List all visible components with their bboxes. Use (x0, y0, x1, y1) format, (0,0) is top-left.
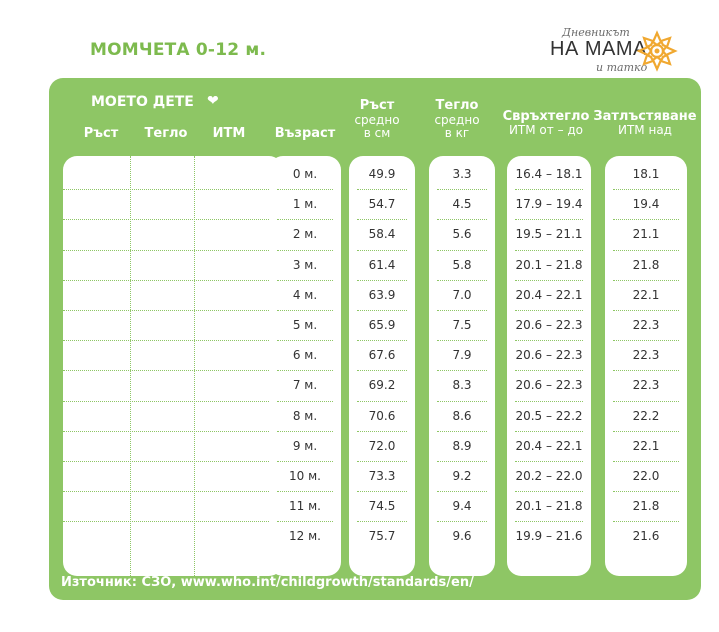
input-row-divider (63, 521, 283, 522)
row-divider (437, 310, 487, 311)
overweight-cell: 20.6 – 22.3 (515, 318, 583, 332)
weight-cell: 7.5 (452, 318, 472, 332)
overweight-cell: 20.6 – 22.3 (515, 348, 583, 363)
row-divider (277, 310, 333, 311)
weight-cell: 8.9 (452, 438, 472, 453)
logo-line-3: и татко (596, 61, 648, 74)
row-divider (613, 431, 679, 432)
row-divider (613, 401, 679, 402)
input-row-divider (63, 310, 283, 311)
row-divider (437, 431, 487, 432)
input-row-divider (63, 219, 283, 220)
row-divider (277, 250, 333, 251)
growth-table-panel (49, 78, 701, 600)
weight-cell: 9.6 (452, 529, 472, 544)
row-divider (357, 431, 407, 432)
input-row-divider (63, 189, 283, 190)
weight-cell: 9.4 (452, 499, 472, 514)
row-divider (277, 370, 333, 371)
row-divider (437, 401, 487, 402)
row-divider (613, 370, 679, 371)
row-divider (437, 189, 487, 190)
height-cell: 63.9 (368, 287, 396, 302)
row-divider (515, 280, 583, 281)
weight-cell: 7.9 (452, 348, 472, 363)
input-row-divider (63, 250, 283, 251)
age-cell: 4 м. (292, 287, 318, 302)
height-cell: 74.5 (368, 499, 396, 514)
row-divider (357, 340, 407, 341)
row-divider (613, 491, 679, 492)
logo-line-1: Дневникът (562, 26, 630, 39)
input-row-divider (63, 370, 283, 371)
row-divider (357, 219, 407, 220)
row-divider (437, 280, 487, 281)
row-divider (437, 370, 487, 371)
overweight-cell: 20.1 – 21.8 (515, 257, 583, 272)
age-cell: 3 м. (292, 257, 318, 272)
obesity-cell: 22.1 (632, 438, 660, 453)
row-divider (515, 491, 583, 492)
row-divider (277, 340, 333, 341)
age-cell: 5 м. (292, 318, 318, 332)
row-divider (515, 431, 583, 432)
input-row-divider (63, 461, 283, 462)
source-note: Източник: СЗО, www.who.int/childgrowth/standards/en/ (61, 575, 474, 590)
row-divider (357, 461, 407, 462)
row-divider (357, 310, 407, 311)
height-cell: 69.2 (368, 378, 396, 393)
row-divider (437, 219, 487, 220)
header-overweight-title: Свръхтегло (502, 109, 590, 124)
height-cell: 58.4 (368, 227, 396, 242)
header-weight-sub1: средно (434, 113, 480, 127)
obesity-cell: 21.6 (632, 529, 660, 544)
height-cell: 61.4 (368, 257, 396, 272)
height-cell: 72.0 (368, 438, 396, 453)
row-divider (515, 219, 583, 220)
age-cell: 2 м. (292, 227, 318, 242)
overweight-cell: 20.2 – 22.0 (515, 469, 583, 483)
row-divider (613, 461, 679, 462)
header-obesity-title: Затлъстяване (593, 109, 697, 124)
overweight-cell: 20.4 – 22.1 (515, 438, 583, 453)
my-child-label: МОЕТО ДЕТЕ (91, 94, 194, 110)
input-row-divider (63, 401, 283, 402)
my-child-col-weight: Тегло (144, 126, 188, 141)
row-divider (613, 189, 679, 190)
lotus-flower-icon (636, 30, 678, 72)
row-divider (613, 280, 679, 281)
row-divider (437, 491, 487, 492)
row-divider (357, 401, 407, 402)
weight-cell: 5.6 (452, 227, 472, 242)
my-child-col-bmi: ИТМ (212, 126, 246, 141)
row-divider (277, 280, 333, 281)
age-cell: 12 м. (289, 529, 321, 544)
height-cell: 70.6 (368, 408, 396, 423)
age-cell: 10 м. (289, 469, 321, 483)
row-divider (437, 340, 487, 341)
row-divider (515, 340, 583, 341)
row-divider (613, 521, 679, 522)
row-divider (357, 370, 407, 371)
header-weight-title: Тегло (435, 98, 479, 113)
page-title: МОМЧЕТА 0-12 м. (90, 40, 267, 60)
weight-cell: 3.3 (452, 167, 472, 181)
row-divider (277, 219, 333, 220)
overweight-cell: 20.6 – 22.3 (515, 378, 583, 393)
obesity-cell: 22.0 (632, 469, 660, 483)
weight-cell: 8.6 (452, 408, 472, 423)
age-cell: 6 м. (292, 348, 318, 363)
overweight-cell: 20.1 – 21.8 (515, 499, 583, 514)
header-height-title: Ръст (359, 98, 395, 113)
input-row-divider (63, 280, 283, 281)
height-cell: 49.9 (368, 167, 396, 181)
heart-icon: ❤ (207, 93, 219, 109)
weight-cell: 9.2 (452, 469, 472, 483)
weight-cell: 7.0 (452, 287, 472, 302)
age-column (269, 156, 341, 576)
overweight-cell: 19.5 – 21.1 (515, 227, 583, 242)
row-divider (515, 370, 583, 371)
obesity-cell: 19.4 (632, 197, 660, 212)
obesity-cell: 22.2 (632, 408, 660, 423)
obesity-cell: 22.3 (632, 348, 660, 363)
my-child-col-height: Ръст (83, 126, 119, 141)
row-divider (277, 431, 333, 432)
row-divider (277, 461, 333, 462)
row-divider (515, 461, 583, 462)
input-row-divider (63, 491, 283, 492)
obesity-cell: 21.1 (632, 227, 660, 242)
row-divider (437, 521, 487, 522)
age-cell: 8 м. (292, 408, 318, 423)
row-divider (357, 280, 407, 281)
input-row-divider (63, 340, 283, 341)
row-divider (613, 250, 679, 251)
age-cell: 7 м. (292, 378, 318, 393)
age-cell: 0 м. (292, 167, 318, 181)
obesity-cell: 18.1 (632, 167, 660, 181)
obesity-cell: 21.8 (632, 257, 660, 272)
header-weight-sub2: в кг (444, 126, 470, 140)
header-age: Възраст (274, 126, 336, 141)
overweight-cell: 20.4 – 22.1 (515, 287, 583, 302)
row-divider (357, 521, 407, 522)
obesity-column (605, 156, 687, 576)
row-divider (613, 340, 679, 341)
row-divider (277, 401, 333, 402)
height-cell: 65.9 (368, 318, 396, 332)
height-cell: 75.7 (368, 529, 396, 544)
row-divider (515, 521, 583, 522)
age-cell: 1 м. (292, 197, 318, 212)
row-divider (277, 521, 333, 522)
logo-line-2: НА МАМА (550, 38, 647, 60)
overweight-cell: 19.9 – 21.6 (515, 529, 583, 544)
obesity-cell: 21.8 (632, 499, 660, 514)
row-divider (437, 250, 487, 251)
overweight-cell: 16.4 – 18.1 (515, 167, 583, 181)
overweight-cell: 20.5 – 22.2 (515, 408, 583, 423)
header-height-sub1: средно (354, 113, 400, 127)
height-column (349, 156, 415, 576)
header-obesity-sub: ИТМ над (618, 123, 672, 137)
row-divider (613, 219, 679, 220)
obesity-cell: 22.3 (632, 318, 660, 332)
row-divider (277, 189, 333, 190)
my-child-input-area[interactable] (63, 156, 283, 576)
age-cell: 11 м. (289, 499, 321, 514)
weight-cell: 5.8 (452, 257, 472, 272)
weight-cell: 8.3 (452, 378, 472, 393)
age-cell: 9 м. (292, 438, 318, 453)
height-cell: 67.6 (368, 348, 396, 363)
weight-column (429, 156, 495, 576)
overweight-cell: 17.9 – 19.4 (515, 197, 583, 212)
height-cell: 73.3 (368, 469, 396, 483)
header-height-sub2: в см (363, 126, 391, 140)
row-divider (277, 491, 333, 492)
weight-cell: 4.5 (452, 197, 472, 212)
row-divider (515, 250, 583, 251)
row-divider (437, 461, 487, 462)
header-overweight-sub: ИТМ от – до (508, 123, 584, 137)
row-divider (613, 310, 679, 311)
row-divider (515, 401, 583, 402)
row-divider (515, 189, 583, 190)
obesity-cell: 22.3 (632, 378, 660, 393)
obesity-cell: 22.1 (632, 287, 660, 302)
row-divider (357, 189, 407, 190)
input-row-divider (63, 431, 283, 432)
row-divider (357, 250, 407, 251)
row-divider (515, 310, 583, 311)
logo (540, 26, 680, 76)
height-cell: 54.7 (368, 197, 396, 212)
overweight-column (507, 156, 591, 576)
row-divider (357, 491, 407, 492)
